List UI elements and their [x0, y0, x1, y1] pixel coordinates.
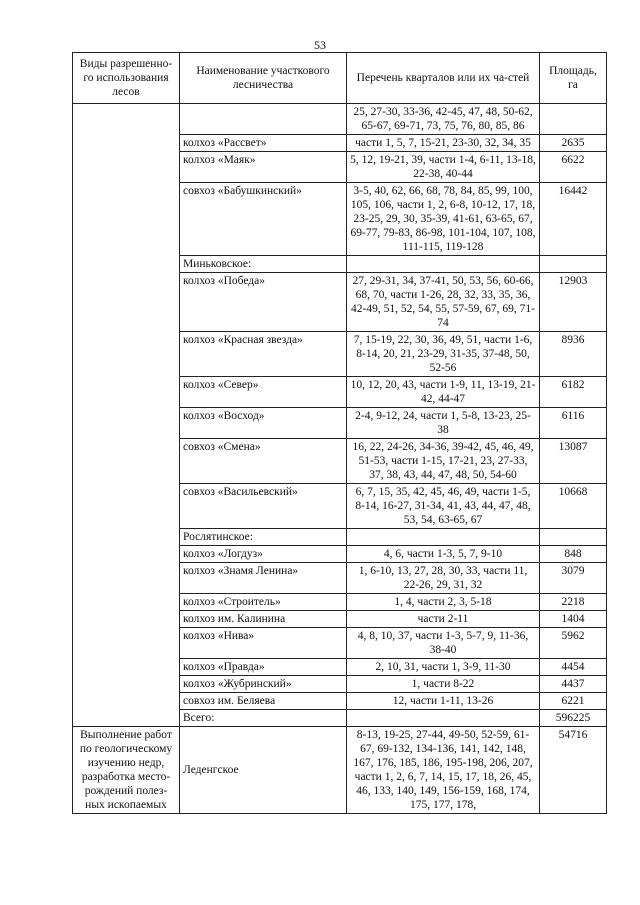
area-cell: 848 [540, 546, 607, 563]
forestry-name-cell: колхоз «Строитель» [180, 594, 347, 611]
area-cell: 6182 [540, 377, 607, 408]
quarters-cell [347, 256, 540, 273]
use-type-cell: Выполнение работ по геологическому изучению недр, разработка место-рождений полез-ных ископаемых [73, 727, 180, 814]
forestry-name-cell: колхоз «Знамя Ленина» [180, 563, 347, 594]
quarters-cell: 3-5, 40, 62, 66, 68, 78, 84, 85, 99, 100, 105, 106, части 1, 2, 6-8, 10-12, 17, 18, 23-25, 29, 30, 35-39, 41-61, 63-65, 67, 69-77, 79-83, 86-98, 101-104, 107, 108, 111-115, 119-128 [347, 183, 540, 256]
quarters-cell: 1, 6-10, 13, 27, 28, 30, 33, части 11, 22-26, 29, 31, 32 [347, 563, 540, 594]
area-cell: 10668 [540, 484, 607, 529]
forestry-name-cell: колхоз им. Калинина [180, 611, 347, 628]
forestry-name-cell: колхоз «Логдуз» [180, 546, 347, 563]
use-type-cell [73, 104, 180, 727]
header-use-type: Виды разрешенно-го использования лесов [73, 53, 180, 104]
area-cell: 4454 [540, 659, 607, 676]
area-cell: 2218 [540, 594, 607, 611]
forestry-name-cell: колхоз «Жубринский» [180, 676, 347, 693]
forestry-name-cell: колхоз «Рассвет» [180, 135, 347, 152]
area-cell: 6622 [540, 152, 607, 183]
forestry-name-cell: колхоз «Красная звезда» [180, 332, 347, 377]
quarters-cell: 16, 22, 24-26, 34-36, 39-42, 45, 46, 49, 51-53, части 1-15, 17-21, 23, 27-33, 37, 38, 43, 44, 47, 48, 50, 54-60 [347, 439, 540, 484]
quarters-cell: части 1, 5, 7, 15-21, 23-30, 32, 34, 35 [347, 135, 540, 152]
quarters-cell: 1, части 8-22 [347, 676, 540, 693]
quarters-cell: 27, 29-31, 34, 37-41, 50, 53, 56, 60-66, 68, 70, части 1-26, 28, 32, 33, 35, 36, 42-49, 51, 52, 54, 55, 57-59, 67, 69, 71-74 [347, 273, 540, 332]
area-cell: 4437 [540, 676, 607, 693]
quarters-cell: 4, 6, части 1-3, 5, 7, 9-10 [347, 546, 540, 563]
forestry-name-cell: колхоз «Правда» [180, 659, 347, 676]
forestry-name-cell: Леденгское [180, 727, 347, 814]
forestry-name-cell: колхоз «Победа» [180, 273, 347, 332]
quarters-cell: 7, 15-19, 22, 30, 36, 49, 51, части 1-6, 8-14, 20, 21, 23-29, 31-35, 37-48, 50, 52-56 [347, 332, 540, 377]
table-body [73, 104, 607, 814]
quarters-cell: части 2-11 [347, 611, 540, 628]
forestry-name-cell: Всего: [180, 710, 347, 727]
quarters-cell: 10, 12, 20, 43, части 1-9, 11, 13-19, 21-42, 44-47 [347, 377, 540, 408]
quarters-cell: 2-4, 9-12, 24, части 1, 5-8, 13-23, 25-38 [347, 408, 540, 439]
area-cell: 6221 [540, 693, 607, 710]
quarters-cell: 5, 12, 19-21, 39, части 1-4, 6-11, 13-18, 22-38, 40-44 [347, 152, 540, 183]
quarters-cell: 12, части 1-11, 13-26 [347, 693, 540, 710]
table-row [73, 104, 607, 135]
table-row [73, 727, 607, 814]
forestry-name-cell [180, 104, 347, 135]
forestry-name-cell: Рослятинское: [180, 529, 347, 546]
forestry-name-cell: колхоз «Маяк» [180, 152, 347, 183]
area-cell: 54716 [540, 727, 607, 814]
forestry-name-cell: колхоз «Нива» [180, 628, 347, 659]
forestry-name-cell: колхоз «Восход» [180, 408, 347, 439]
area-cell: 5962 [540, 628, 607, 659]
quarters-cell: 25, 27-30, 33-36, 42-45, 47, 48, 50-62, 65-67, 69-71, 73, 75, 76, 80, 85, 86 [347, 104, 540, 135]
quarters-cell [347, 529, 540, 546]
quarters-cell: 1, 4, части 2, 3, 5-18 [347, 594, 540, 611]
header-area: Площадь, га [540, 53, 607, 104]
area-cell [540, 104, 607, 135]
quarters-cell: 2, 10, 31, части 1, 3-9, 11-30 [347, 659, 540, 676]
quarters-cell [347, 710, 540, 727]
forestry-name-cell: совхоз им. Беляева [180, 693, 347, 710]
table-header-row [73, 53, 607, 104]
forest-use-table [72, 52, 607, 814]
area-cell: 3079 [540, 563, 607, 594]
header-quarters: Перечень кварталов или их ча-стей [347, 53, 540, 104]
quarters-cell: 6, 7, 15, 35, 42, 45, 46, 49, части 1-5, 8-14, 16-27, 31-34, 41, 43, 44, 47, 48, 53, 54, 63-65, 67 [347, 484, 540, 529]
header-forestry-name: Наименование участкового лесничества [180, 53, 347, 104]
forestry-name-cell: совхоз «Смена» [180, 439, 347, 484]
area-cell: 6116 [540, 408, 607, 439]
area-cell: 8936 [540, 332, 607, 377]
forestry-name-cell: Миньковское: [180, 256, 347, 273]
quarters-cell: 4, 8, 10, 37, части 1-3, 5-7, 9, 11-36, 38-40 [347, 628, 540, 659]
area-cell [540, 256, 607, 273]
page-number: 53 [314, 38, 326, 52]
total-area-cell: 596225 [540, 710, 607, 727]
quarters-cell: 8-13, 19-25, 27-44, 49-50, 52-59, 61-67, 69-132, 134-136, 141, 142, 148, 167, 176, 185, 186, 195-198, 206, 207, части 1, 2, 6, 7, 14, 15, 17, 18, 26, 45, 46, 133, 140, 149, 156-159, 168, 174, 175, 177, 178, [347, 727, 540, 814]
area-cell: 2635 [540, 135, 607, 152]
forestry-name-cell: колхоз «Север» [180, 377, 347, 408]
forestry-name-cell: совхоз «Васильевский» [180, 484, 347, 529]
area-cell: 13087 [540, 439, 607, 484]
area-cell: 12903 [540, 273, 607, 332]
area-cell [540, 529, 607, 546]
area-cell: 1404 [540, 611, 607, 628]
forestry-name-cell: совхоз «Бабушкинский» [180, 183, 347, 256]
area-cell: 16442 [540, 183, 607, 256]
